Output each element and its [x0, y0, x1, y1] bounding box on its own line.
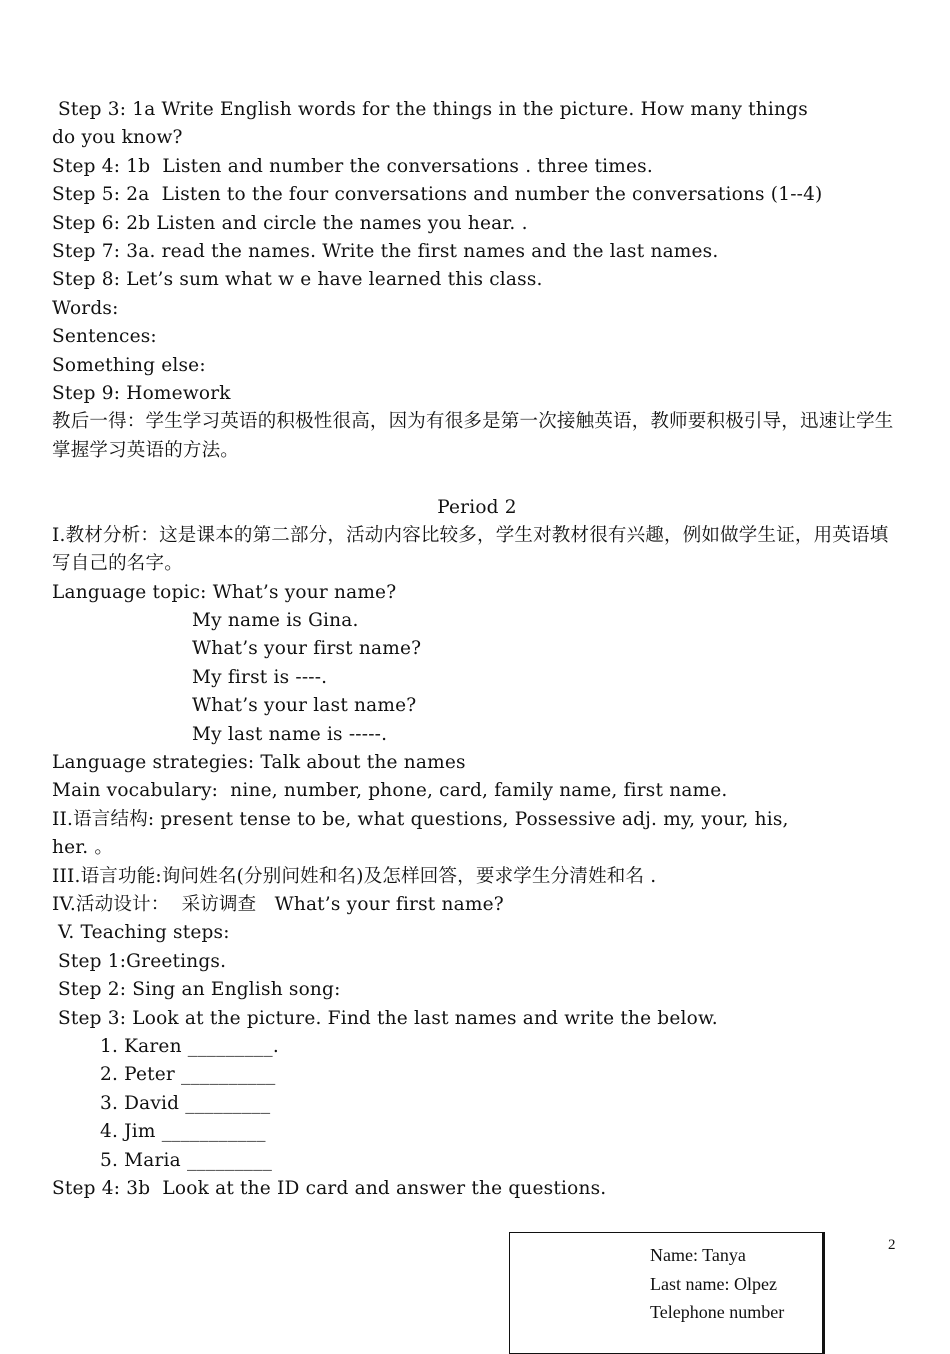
text-line: My name is Gina.	[192, 610, 359, 632]
text-line: Step 1:Greetings.	[58, 950, 227, 972]
document-body	[52, 96, 902, 1203]
id-card-name: Name: Tanya	[650, 1245, 746, 1265]
text-line: Step 8: Let’s sum what w e have learned this class.	[52, 269, 543, 291]
text-line: Step 4: 1b Listen and number the conversations . three times.	[52, 155, 653, 177]
text-line: Step 3: Look at the picture. Find the last names and write the below.	[58, 1007, 718, 1029]
id-card-telephone: Telephone number	[650, 1302, 785, 1322]
text-line: Step 9: Homework	[52, 382, 231, 404]
text-paragraph: I.教材分析：这是课本的第二部分，活动内容比较多，学生对教材很有兴趣，例如做学生证，用英语填写自己的名字。	[52, 524, 889, 575]
text-line: Sentences:	[52, 326, 157, 348]
text-line: V. Teaching steps:	[58, 922, 230, 944]
text-line: Step 7: 3a. read the names. Write the first names and the last names.	[52, 240, 719, 262]
text-line: Step 2: Sing an English song:	[58, 979, 341, 1001]
list-item: 5. Maria _________	[100, 1149, 273, 1171]
text-line: do you know?	[52, 127, 183, 149]
text-line: Main vocabulary: nine, number, phone, card, family name, first name.	[52, 780, 728, 802]
text-line: Step 3: 1a Write English words for the things in the picture. How many things	[58, 99, 808, 120]
text-line: Step 6: 2b Listen and circle the names you hear. .	[52, 212, 528, 234]
text-line: My last name is -----.	[192, 723, 388, 745]
list-item: 3. David _________	[100, 1092, 271, 1114]
reflection-paragraph: 教后一得：学生学习英语的积极性很高，因为有很多是第一次接触英语，教师要积极引导，迅速让学生掌握学习英语的方法。	[52, 411, 894, 461]
text-line: My first is ----.	[192, 666, 328, 688]
text-line: Step 5: 2a Listen to the four conversations and number the conversations (1--4)	[52, 184, 823, 206]
list-item: 1. Karen _________.	[100, 1035, 279, 1057]
page-number: 2	[888, 1237, 896, 1253]
text-line: What’s your last name?	[192, 695, 417, 717]
list-item: 2. Peter __________	[100, 1064, 276, 1086]
text-line: IV.活动设计： 采访调查 What’s your first name?	[52, 894, 504, 915]
section-heading: Period 2	[437, 496, 517, 518]
text-line: Language topic: What’s your name?	[52, 581, 397, 603]
list-item: 4. Jim ___________	[100, 1121, 266, 1143]
text-line: Language strategies: Talk about the names	[52, 752, 466, 774]
id-card-last-name: Last name: Olpez	[650, 1274, 777, 1294]
text-line: II.语言结构: present tense to be, what questions, Possessive adj. my, your, his,	[52, 808, 789, 830]
text-line: her. 。	[52, 837, 114, 859]
text-line: Step 4: 3b Look at the ID card and answer the questions.	[52, 1177, 607, 1199]
text-line: Words:	[52, 297, 119, 319]
id-card	[509, 1232, 825, 1354]
text-line: What’s your first name?	[192, 638, 422, 660]
text-line: Something else:	[52, 354, 206, 376]
text-line: III.语言功能:询问姓名(分别问姓和名)及怎样回答，要求学生分清姓和名 .	[52, 865, 657, 887]
